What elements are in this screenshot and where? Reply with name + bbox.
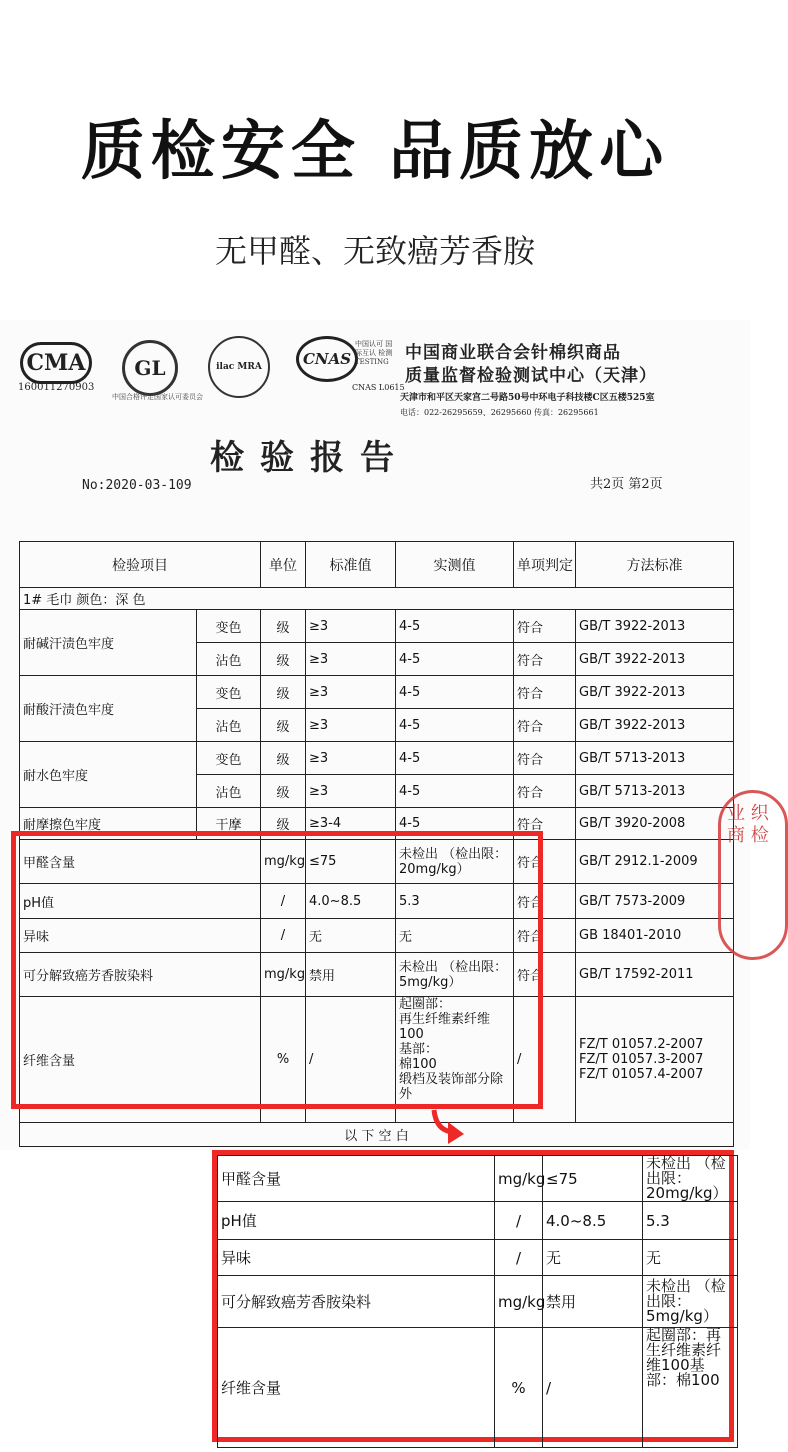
method-cell: GB/T 3920-2008	[576, 808, 734, 840]
sub-item: 沾色	[197, 643, 261, 676]
gl-caption: 中国合格评定国家认可委员会	[112, 393, 203, 401]
method-cell: GB/T 2912.1-2009	[576, 840, 734, 884]
fiber-value-line: 起圈部：	[399, 997, 452, 1012]
zoom-item: 纤维含量	[218, 1328, 495, 1448]
measured-cell: 4-5	[396, 610, 514, 643]
standard-cell: ≥3	[306, 742, 396, 775]
judgement-cell: /	[514, 997, 576, 1123]
method-line: FZ/T 01057.4-2007	[579, 1067, 704, 1082]
standard-cell: ≥3-4	[306, 808, 396, 840]
cnas-code: CNAS L0615	[352, 383, 405, 392]
zoom-unit: mg/kg	[495, 1156, 543, 1202]
method-cell: GB/T 7573-2009	[576, 884, 734, 919]
ilac-logo: ilac MRA	[208, 336, 270, 398]
method-cell: GB/T 17592-2011	[576, 953, 734, 997]
fiber-value-line: 缎档及装饰部分除外	[399, 1072, 504, 1102]
zoom-item: 甲醛含量	[218, 1156, 495, 1202]
standard-cell: ≥3	[306, 643, 396, 676]
unit-cell: mg/kg	[261, 840, 306, 884]
judgement-cell: 符合	[514, 953, 576, 997]
item-water: 耐水色牢度	[20, 742, 197, 808]
judgement-cell: 符合	[514, 840, 576, 884]
judgement-cell: 符合	[514, 884, 576, 919]
header-measured: 实测值	[396, 542, 514, 588]
cnas-caption: 中国认可 国际互认 检测 TESTING	[355, 340, 393, 366]
unit-cell: 级	[261, 643, 306, 676]
zoomed-table	[217, 1155, 738, 1448]
zoom-standard: ≤75	[543, 1156, 643, 1202]
item-azo-dyes: 可分解致癌芳香胺染料	[20, 953, 261, 997]
standard-cell: ≥3	[306, 775, 396, 808]
zoom-unit: /	[495, 1202, 543, 1240]
highlight-box	[11, 831, 543, 1109]
headline: 质检安全 品质放心	[80, 115, 670, 189]
item-acid-sweat: 耐酸汗渍色牢度	[20, 676, 197, 742]
table-footer: 以 下 空 白	[20, 1123, 734, 1147]
sample-row: 1# 毛巾 颜色：深 色	[20, 588, 734, 610]
measured-cell: 无	[396, 919, 514, 953]
item-fiber: 纤维含量	[20, 997, 261, 1123]
standard-cell: ≥3	[306, 709, 396, 742]
method-cell: GB/T 3922-2013	[576, 709, 734, 742]
zoom-measured: 未检出 （检出限：5mg/kg）	[643, 1276, 738, 1328]
zoom-unit: /	[495, 1240, 543, 1276]
zoom-item: 可分解致癌芳香胺染料	[218, 1276, 495, 1328]
unit-cell: 级	[261, 775, 306, 808]
method-line: FZ/T 01057.3-2007	[579, 1052, 704, 1067]
measured-cell: 4-5	[396, 742, 514, 775]
unit-cell: mg/kg	[261, 953, 306, 997]
zoom-unit: mg/kg	[495, 1276, 543, 1328]
standard-cell: 4.0~8.5	[306, 884, 396, 919]
item-rubbing: 耐摩擦色牢度	[20, 808, 197, 840]
judgement-cell: 符合	[514, 709, 576, 742]
gl-logo: GL	[122, 340, 178, 396]
cma-number: 160011270903	[18, 382, 95, 393]
judgement-cell: 符合	[514, 775, 576, 808]
zoomed-detail	[212, 1150, 734, 1442]
red-stamp: 业 织商 检	[718, 790, 788, 960]
report-title: 检验报告	[210, 438, 410, 478]
measured-cell: 4-5	[396, 643, 514, 676]
method-cell: GB/T 3922-2013	[576, 643, 734, 676]
item-odor: 异味	[20, 919, 261, 953]
measured-cell: 4-5	[396, 808, 514, 840]
zoom-unit: %	[495, 1328, 543, 1448]
fiber-value-line: 100	[399, 1027, 424, 1042]
judgement-cell: 符合	[514, 808, 576, 840]
fiber-value-line: 基部：	[399, 1042, 439, 1057]
judgement-cell: 符合	[514, 643, 576, 676]
page-info: 共2页 第2页	[590, 477, 663, 492]
measured-cell: 未检出 （检出限：20mg/kg）	[396, 840, 514, 884]
unit-cell: 级	[261, 676, 306, 709]
sub-item: 变色	[197, 610, 261, 643]
subline: 无甲醛、无致癌芳香胺	[214, 232, 535, 270]
zoom-measured: 无	[643, 1240, 738, 1276]
zoom-measured: 未检出 （检出限：20mg/kg）	[643, 1156, 738, 1202]
method-cell: GB/T 5713-2013	[576, 742, 734, 775]
zoom-measured: 起圈部：再生纤维素纤维100基部：棉100	[643, 1328, 738, 1448]
cma-logo: CMA	[20, 342, 92, 384]
arrow-down-icon	[430, 1108, 470, 1154]
zoom-measured: 5.3	[643, 1202, 738, 1240]
unit-cell: 级	[261, 709, 306, 742]
org-address: 天津市和平区天家宫二号路50号中环电子科技楼C区五楼525室	[400, 393, 655, 403]
standard-cell: 无	[306, 919, 396, 953]
fiber-value-line: 棉100	[399, 1057, 437, 1072]
fiber-value-line: 再生纤维素纤维	[399, 1012, 491, 1027]
standard-cell: 禁用	[306, 953, 396, 997]
unit-cell: %	[261, 997, 306, 1123]
zoom-standard: /	[543, 1328, 643, 1448]
sub-item: 干摩	[197, 808, 261, 840]
standard-cell: ≥3	[306, 676, 396, 709]
header-unit: 单位	[261, 542, 306, 588]
method-cell: GB/T 5713-2013	[576, 775, 734, 808]
zoom-item: 异味	[218, 1240, 495, 1276]
measured-cell: 4-5	[396, 775, 514, 808]
sub-item: 变色	[197, 742, 261, 775]
sub-item: 沾色	[197, 709, 261, 742]
method-cell: GB 18401-2010	[576, 919, 734, 953]
header-item: 检验项目	[20, 542, 261, 588]
item-formaldehyde: 甲醛含量	[20, 840, 261, 884]
measured-cell: 4-5	[396, 709, 514, 742]
judgement-cell: 符合	[514, 610, 576, 643]
unit-cell: /	[261, 919, 306, 953]
header-judgement: 单项判定	[514, 542, 576, 588]
sub-item: 变色	[197, 676, 261, 709]
method-cell: GB/T 3922-2013	[576, 610, 734, 643]
unit-cell: /	[261, 884, 306, 919]
item-ph: pH值	[20, 884, 261, 919]
standard-cell: /	[306, 997, 396, 1123]
unit-cell: 级	[261, 610, 306, 643]
zoom-standard: 无	[543, 1240, 643, 1276]
org-phone: 电话：022-26295659、26295660 传真：26295661	[400, 408, 599, 417]
measured-cell: 4-5	[396, 676, 514, 709]
judgement-cell: 符合	[514, 742, 576, 775]
method-line: FZ/T 01057.2-2007	[579, 1037, 704, 1052]
cnas-logo: CNAS	[296, 336, 358, 382]
zoom-standard: 4.0~8.5	[543, 1202, 643, 1240]
sub-item: 沾色	[197, 775, 261, 808]
standard-cell: ≤75	[306, 840, 396, 884]
header-standard: 标准值	[306, 542, 396, 588]
standard-cell: ≥3	[306, 610, 396, 643]
header-method: 方法标准	[576, 542, 734, 588]
report-number: No:2020-03-109	[82, 478, 192, 493]
unit-cell: 级	[261, 808, 306, 840]
method-cell: GB/T 3922-2013	[576, 676, 734, 709]
zoom-standard: 禁用	[543, 1276, 643, 1328]
org-name-line2: 质量监督检验测试中心（天津）	[405, 366, 657, 386]
item-alkali-sweat: 耐碱汗渍色牢度	[20, 610, 197, 676]
unit-cell: 级	[261, 742, 306, 775]
org-name-line1: 中国商业联合会针棉织商品	[405, 343, 621, 363]
method-cell	[576, 997, 734, 1123]
judgement-cell: 符合	[514, 919, 576, 953]
zoom-item: pH值	[218, 1202, 495, 1240]
judgement-cell: 符合	[514, 676, 576, 709]
measured-cell: 5.3	[396, 884, 514, 919]
measured-cell: 未检出 （检出限：5mg/kg）	[396, 953, 514, 997]
